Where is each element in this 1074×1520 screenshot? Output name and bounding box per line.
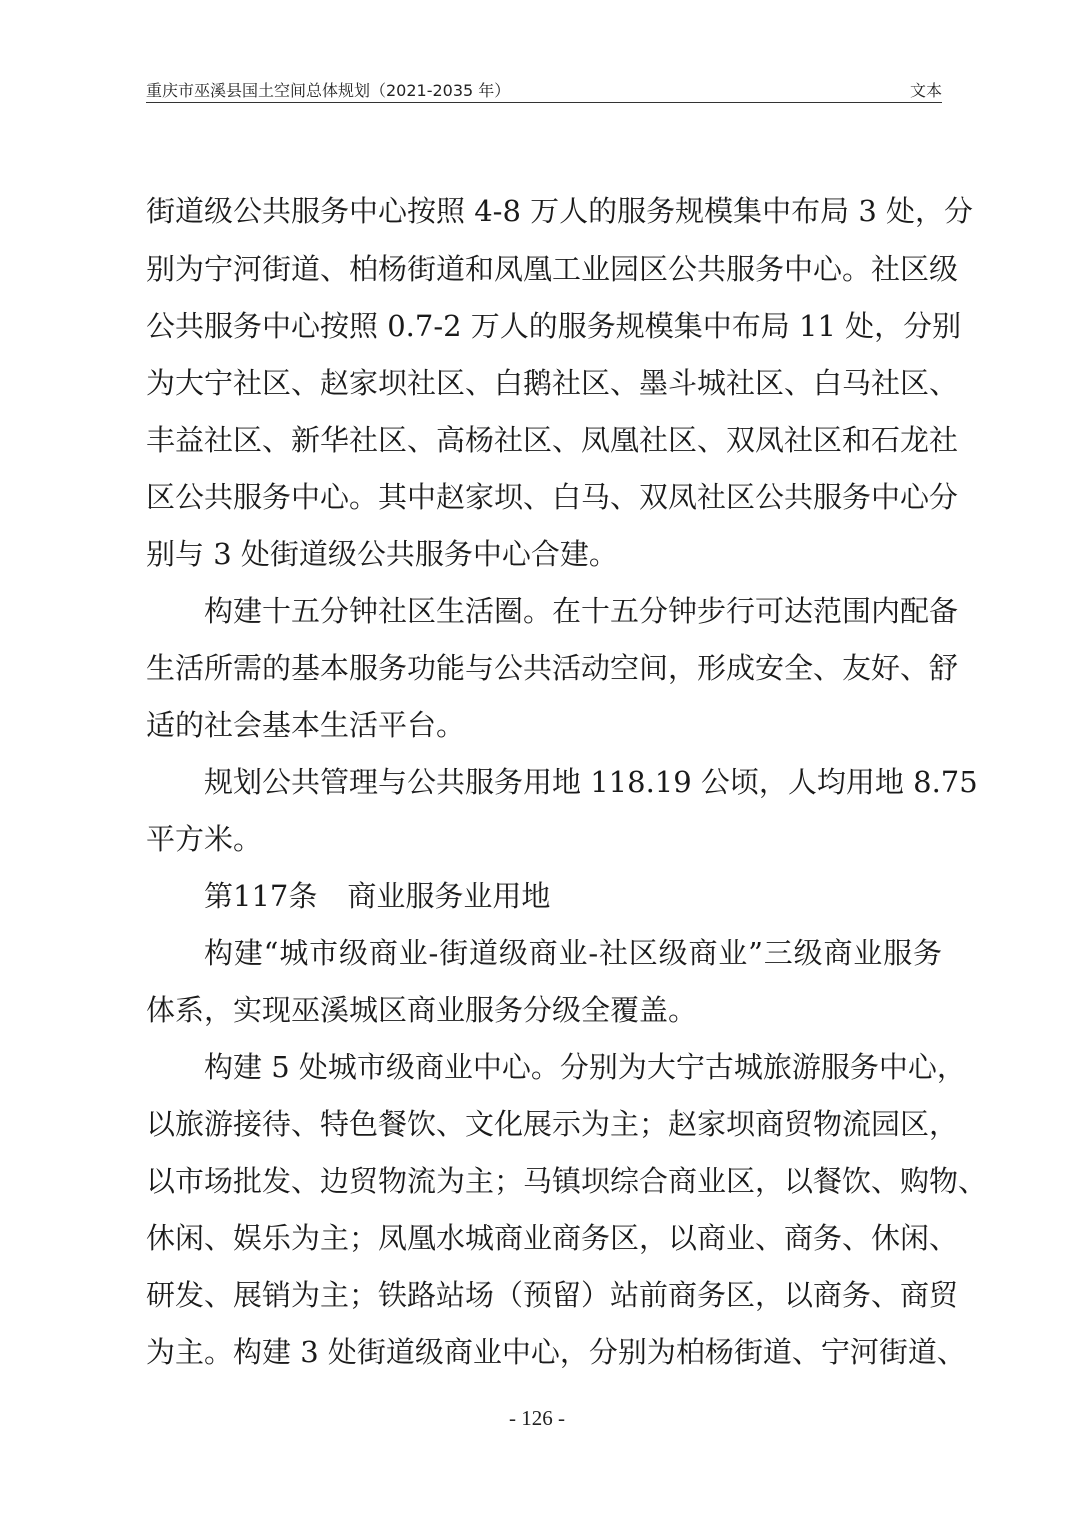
paragraph-first-line: 构建十五分钟社区生活圈。在十五分钟步行可达范围内配备 xyxy=(204,594,959,628)
body-line: 平方米。 xyxy=(146,822,263,856)
body-line: 适的社会基本生活平台。 xyxy=(146,708,466,742)
body-line: 为大宁社区、赵家坝社区、白鹅社区、墨斗城社区、白马社区、 xyxy=(146,366,959,400)
body-line: 休闲、娱乐为主；凤凰水城商业商务区，以商业、商务、休闲、 xyxy=(146,1221,959,1255)
article-number: 第117条 xyxy=(204,879,318,913)
body-line: 区公共服务中心。其中赵家坝、白马、双凤社区公共服务中心分 xyxy=(146,480,959,514)
article-heading xyxy=(204,876,550,916)
paragraph-first-line: 规划公共管理与公共服务用地 118.19 公顷，人均用地 8.75 xyxy=(204,765,978,799)
page-header xyxy=(146,74,942,103)
body-line: 别与 3 处街道级公共服务中心合建。 xyxy=(146,537,618,571)
body-line: 研发、展销为主；铁路站场（预留）站前商务区，以商务、商贸 xyxy=(146,1278,959,1312)
document-type-label: 文本 xyxy=(909,81,942,100)
document-title: 重庆市巫溪县国土空间总体规划（2021-2035 年） xyxy=(146,81,511,100)
paragraph-first-line: 构建 5 处城市级商业中心。分别为大宁古城旅游服务中心， xyxy=(204,1050,966,1084)
body-line: 为主。构建 3 处街道级商业中心，分别为柏杨街道、宁河街道、 xyxy=(146,1335,966,1369)
body-line: 公共服务中心按照 0.7-2 万人的服务规模集中布局 11 处，分别 xyxy=(146,309,962,343)
body-line: 别为宁河街道、柏杨街道和凤凰工业园区公共服务中心。社区级 xyxy=(146,252,959,286)
body-line: 以旅游接待、特色餐饮、文化展示为主；赵家坝商贸物流园区， xyxy=(146,1107,959,1141)
body-line: 以市场批发、边贸物流为主；马镇坝综合商业区，以餐饮、购物、 xyxy=(146,1164,988,1198)
body-line: 生活所需的基本服务功能与公共活动空间，形成安全、友好、舒 xyxy=(146,651,959,685)
body-line: 体系，实现巫溪城区商业服务分级全覆盖。 xyxy=(146,993,698,1027)
body-line: 丰益社区、新华社区、高杨社区、凤凰社区、双凤社区和石龙社 xyxy=(146,423,959,457)
paragraph-first-line: 构建“城市级商业-街道级商业-社区级商业”三级商业服务 xyxy=(204,936,942,970)
page-number: - 126 - xyxy=(509,1406,565,1430)
article-title: 商业服务业用地 xyxy=(347,879,551,913)
body-line: 街道级公共服务中心按照 4-8 万人的服务规模集中布局 3 处，分 xyxy=(146,194,974,228)
